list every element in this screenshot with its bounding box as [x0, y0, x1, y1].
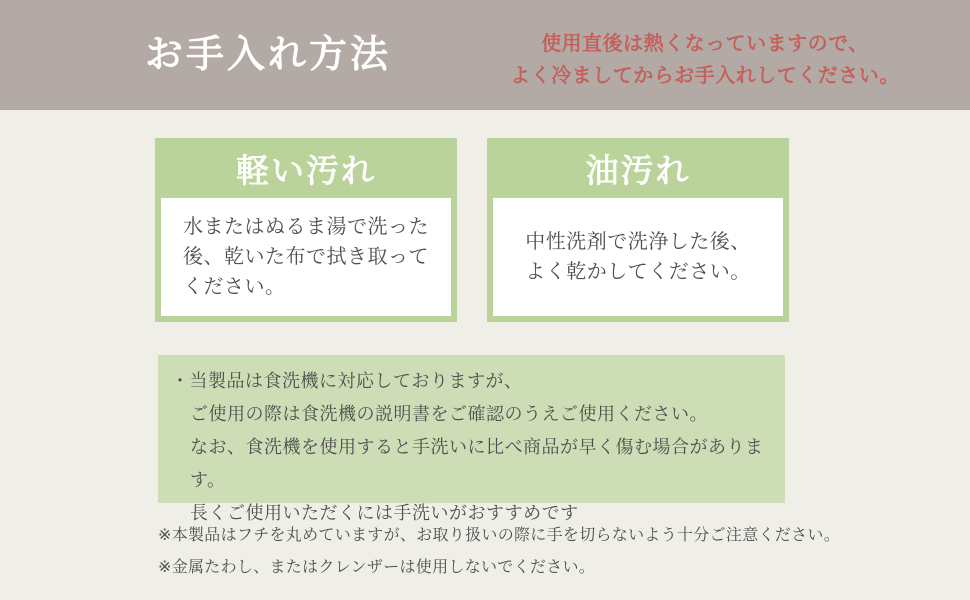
footnote-no-abrasives: ※金属たわし、またはクレンザーは使用しないでください。	[158, 559, 596, 576]
heat-warning-line-2: よく冷ましてからお手入れしてください。	[510, 65, 900, 87]
dishwasher-notice-line-1: ・当製品は食洗機に対応しておりますが、	[171, 371, 523, 391]
heat-warning-line-1: 使用直後は熱くなっていますので、	[541, 33, 869, 55]
header-bar	[0, 0, 970, 110]
card-light-dirt-line-1: 水またはぬるま湯で洗った	[183, 216, 429, 238]
card-oil-stain-line-2: よく乾かしてください。	[525, 261, 751, 283]
card-light-dirt-body	[161, 198, 451, 316]
heat-warning-text	[480, 28, 930, 92]
footnote-edge-caution: ※本製品はフチを丸めていますが、お取り扱いの際に手を切らないよう十分ご注意ください。	[158, 527, 841, 544]
dishwasher-notice-line-3: なお、食洗機を使用すると手洗いに比べ商品が早く傷む場合があります。	[190, 437, 764, 490]
page-title: お手入れ方法	[145, 34, 392, 76]
card-oil-stain-title: 油汚れ	[585, 151, 691, 189]
card-light-dirt-title: 軽い汚れ	[236, 151, 376, 189]
card-oil-stain	[487, 138, 789, 322]
dishwasher-notice	[158, 355, 785, 523]
dishwasher-notice-line-4: 長くご使用いただくには手洗いがおすすめです	[190, 503, 579, 523]
card-light-dirt-line-2: 後、乾いた布で拭き取って	[183, 246, 429, 268]
footnotes	[158, 520, 840, 584]
card-oil-stain-line-1: 中性洗剤で洗浄した後、	[525, 231, 751, 253]
card-light-dirt-line-3: ください。	[183, 276, 286, 298]
dishwasher-notice-line-2: ご使用の際は食洗機の説明書をご確認のうえご使用ください。	[190, 404, 708, 424]
cleaning-method-cards	[155, 138, 789, 322]
card-oil-stain-body	[493, 198, 783, 316]
card-light-dirt	[155, 138, 457, 322]
